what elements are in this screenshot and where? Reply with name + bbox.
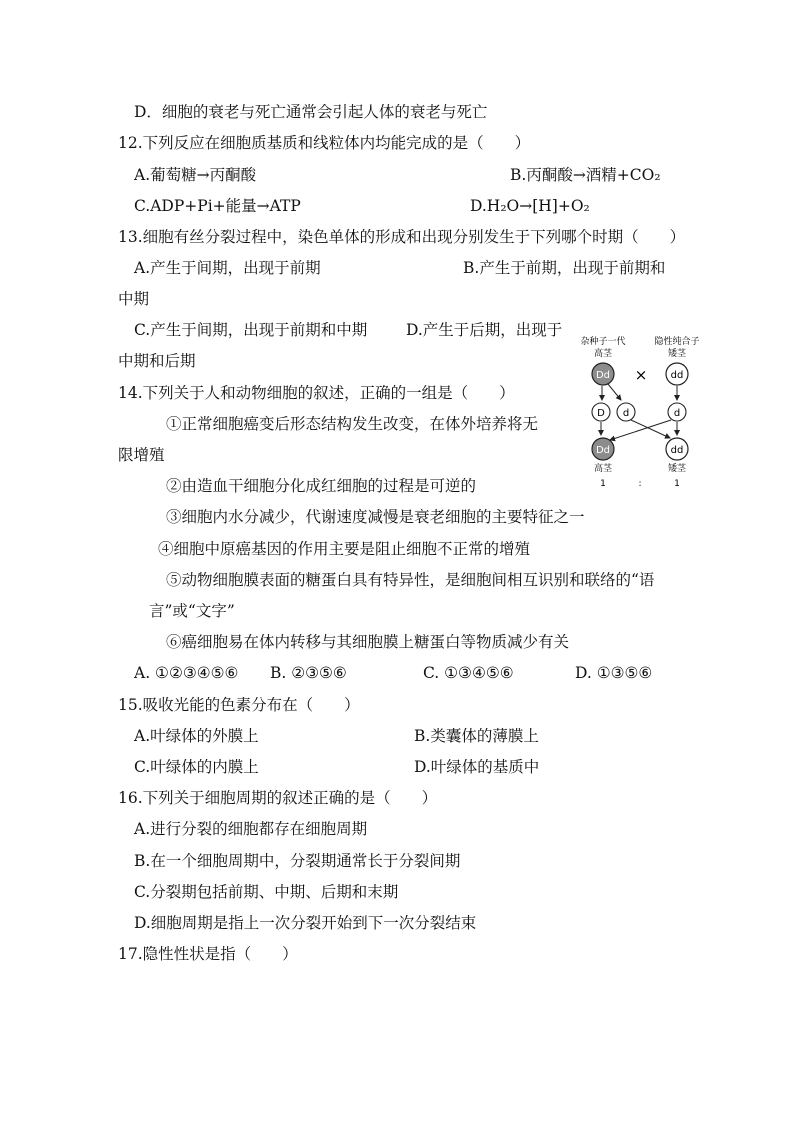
ratio-right: 1 [674,479,680,489]
statement-14-6: ⑥癌细胞易在体内转移与其细胞膜上糖蛋白等物质减少有关 [166,633,570,651]
statement-14-5-cont: 言”或“文字” [149,602,235,620]
figure-left-title: 杂种子一代 [580,337,626,347]
option-14c: C. ①③④⑤⑥ [423,664,514,682]
figure-right-subtitle: 矮茎 [667,349,687,359]
option-14a: A. ①②③④⑤⑥ [134,664,239,682]
option-13d: D.产生于后期，出现于 [406,321,563,339]
figure-right-title: 隐性纯合子 [654,337,700,347]
question-16: 16.下列关于细胞周期的叙述正确的是（ ） [118,789,438,807]
question-14: 14.下列关于人和动物细胞的叙述，正确的一组是（ ） [118,384,515,402]
option-14b: B. ②③⑤⑥ [270,664,347,682]
option-12b: B.丙酮酸→酒精+CO₂ [510,166,661,184]
question-13: 13.细胞有丝分裂过程中，染色单体的形成和出现分别发生于下列哪个时期（ ） [118,228,686,246]
gamete-d-left-label: d [622,408,630,419]
gamete-D-label: D [597,408,605,419]
option-12c: C.ADP+Pi+能量→ATP [134,197,301,215]
offspring-left-phenotype: 高茎 [593,464,613,474]
option-15b: B.类囊体的薄膜上 [414,727,539,745]
parent-right-label: dd [670,370,684,381]
option-13a: A.产生于间期，出现于前期 [134,259,321,277]
statement-14-1: ①正常细胞癌变后形态结构发生改变，在体外培养将无 [166,415,539,433]
option-16a: A.进行分裂的细胞都存在细胞周期 [134,820,368,838]
question-12: 12.下列反应在细胞质基质和线粒体内均能完成的是（ ） [118,134,531,152]
offspring-right-phenotype: 矮茎 [667,464,687,474]
statement-14-4: ④细胞中原癌基因的作用主要是阻止细胞不正常的增殖 [158,540,531,558]
statement-14-1-cont: 限增殖 [118,446,165,464]
arrow-to-gamete-d2 [608,384,621,400]
option-13b: B.产生于前期，出现于前期和 [463,259,666,277]
statement-14-2: ②由造血干细胞分化成红细胞的过程是可逆的 [166,477,477,495]
option-13c: C.产生于间期，出现于前期和中期 [134,321,368,339]
testcross-figure [566,332,716,492]
option-16c: C.分裂期包括前期、中期、后期和末期 [134,883,399,901]
option-15c: C.叶绿体的内膜上 [134,758,259,776]
option-16d: D.细胞周期是指上一次分裂开始到下一次分裂结束 [134,914,477,932]
option-16b: B.在一个细胞周期中，分裂期通常长于分裂间期 [134,852,461,870]
ratio-colon: : [638,479,642,489]
figure-left-subtitle: 高茎 [593,349,613,359]
statement-14-5: ⑤动物细胞膜表面的糖蛋白具有特异性，是细胞间相互识别和联络的“语 [166,571,655,589]
ratio-left: 1 [600,479,606,489]
question-17: 17.隐性性状是指（ ） [118,945,298,963]
option-13d-cont: 中期和后期 [118,352,196,370]
parent-left-label: Dd [595,370,611,381]
line-d11: D．细胞的衰老与死亡通常会引起人体的衰老与死亡 [134,103,488,121]
option-15d: D.叶绿体的基质中 [414,758,540,776]
statement-14-3: ③细胞内水分减少，代谢速度减慢是衰老细胞的主要特征之一 [166,508,585,526]
question-15: 15.吸收光能的色素分布在（ ） [118,696,360,714]
option-12a: A.葡萄糖→丙酮酸 [134,166,257,184]
arrow-d-to-offspring-left [610,420,671,440]
option-14d: D. ①③⑤⑥ [575,664,653,682]
gamete-d-right-label: d [673,408,681,419]
option-13b-cont: 中期 [118,290,150,308]
option-15a: A.叶绿体的外膜上 [134,727,259,745]
cross-symbol: × [634,366,648,384]
option-12d: D.H₂O→[H]+O₂ [470,197,590,215]
offspring-left-label: Dd [595,445,611,456]
offspring-right-label: dd [670,445,684,456]
